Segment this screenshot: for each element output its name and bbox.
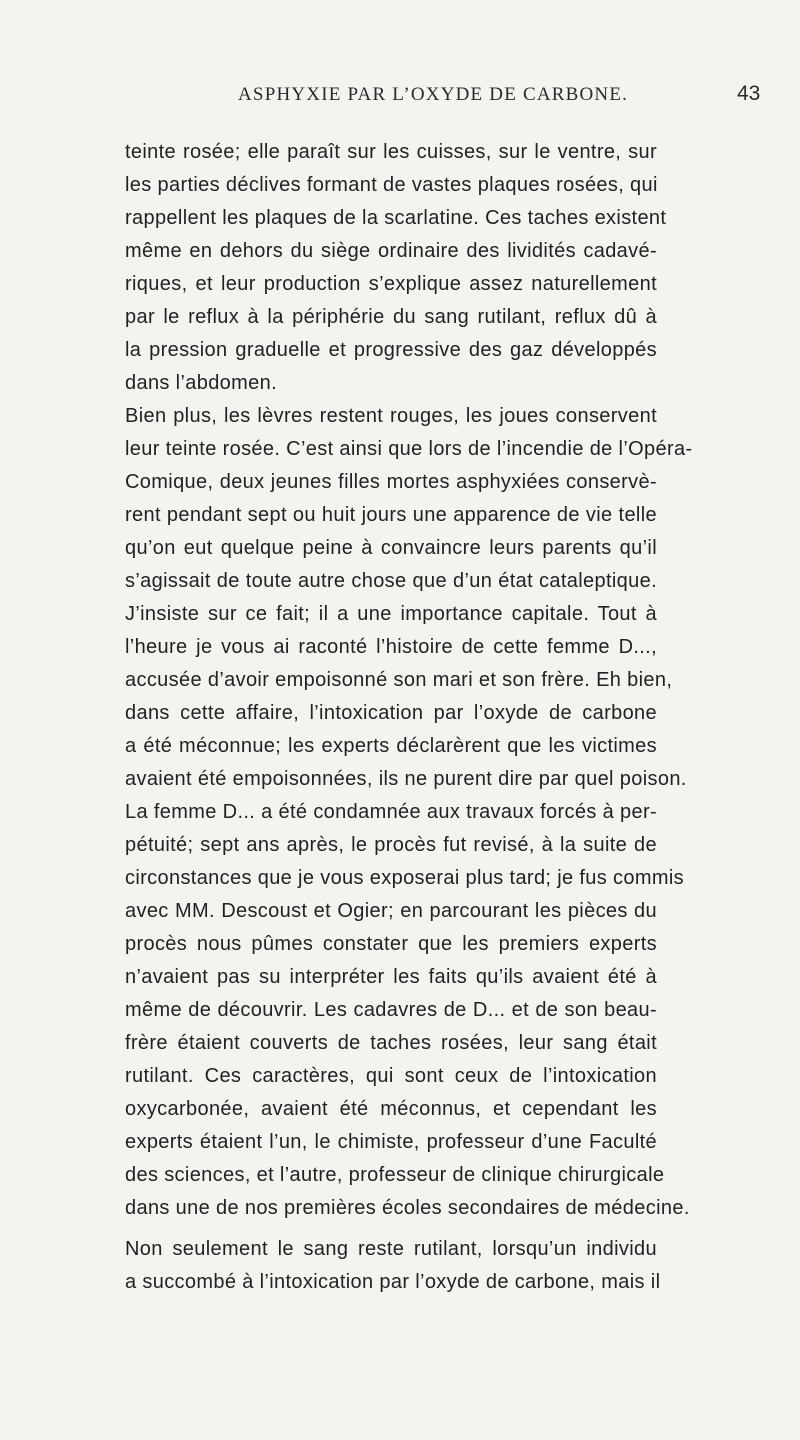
text-line: a été méconnue; les experts déclarèrent que les victimes — [125, 735, 657, 757]
text-line: même de découvrir. Les cadavres de D... et de son beau- — [125, 999, 657, 1021]
text-line: pétuité; sept ans après, le procès fut revisé, à la suite de — [125, 834, 657, 856]
text-line: Comique, deux jeunes filles mortes asphyxiées conservè- — [125, 471, 657, 493]
text-line: qu’on eut quelque peine à convaincre leurs parents qu’il — [125, 537, 657, 559]
text-line: rutilant. Ces caractères, qui sont ceux de l’intoxication — [125, 1065, 657, 1087]
text-line: experts étaient l’un, le chimiste, professeur d’une Faculté — [125, 1131, 657, 1153]
text-line: rent pendant sept ou huit jours une apparence de vie telle — [125, 504, 657, 526]
text-line: La femme D... a été condamnée aux travaux forcés à per- — [125, 801, 657, 823]
text-line: des sciences, et l’autre, professeur de clinique chirurgicale — [125, 1164, 665, 1186]
text-line: avec MM. Descoust et Ogier; en parcourant les pièces du — [125, 900, 657, 922]
text-line: la pression graduelle et progressive des gaz développés — [125, 339, 657, 361]
text-line: Non seulement le sang reste rutilant, lorsqu’un individu — [125, 1238, 657, 1260]
text-line: s’agissait de toute autre chose que d’un état cataleptique. — [125, 570, 657, 592]
text-line: dans l’abdomen. — [125, 372, 278, 394]
running-header: ASPHYXIE PAR L’OXYDE DE CARBONE. — [238, 84, 629, 105]
text-line: l’heure je vous ai raconté l’histoire de cette femme D..., — [125, 636, 657, 658]
paragraph-break — [125, 1225, 657, 1233]
text-line: riques, et leur production s’explique assez naturellement — [125, 273, 657, 295]
text-line: leur teinte rosée. C’est ainsi que lors de l’incendie de l’Opéra- — [125, 438, 693, 460]
text-line: rappellent les plaques de la scarlatine. Ces taches existent — [125, 207, 667, 229]
body-text — [125, 136, 693, 1299]
text-line: frère étaient couverts de taches rosées, leur sang était — [125, 1032, 657, 1054]
text-line: J’insiste sur ce fait; il a une importance capitale. Tout à — [125, 603, 657, 625]
text-line: les parties déclives formant de vastes plaques rosées, qui — [125, 174, 658, 196]
text-line: oxycarbonée, avaient été méconnus, et cependant les — [125, 1098, 657, 1120]
text-line: dans cette affaire, l’intoxication par l’oxyde de carbone — [125, 702, 657, 724]
text-line: a succombé à l’intoxication par l’oxyde de carbone, mais il — [125, 1271, 661, 1293]
text-line: par le reflux à la périphérie du sang rutilant, reflux dû à — [125, 306, 657, 328]
text-line: Bien plus, les lèvres restent rouges, les joues conservent — [125, 405, 657, 427]
text-line: teinte rosée; elle paraît sur les cuisses, sur le ventre, sur — [125, 141, 657, 163]
page-number: 43 — [737, 82, 761, 105]
text-line: dans une de nos premières écoles secondaires de médecine. — [125, 1197, 690, 1219]
text-line: même en dehors du siège ordinaire des lividités cadavé- — [125, 240, 657, 262]
text-line: procès nous pûmes constater que les premiers experts — [125, 933, 657, 955]
text-line: circonstances que je vous exposerai plus tard; je fus commis — [125, 867, 685, 889]
text-line: avaient été empoisonnées, ils ne purent dire par quel poison. — [125, 768, 687, 790]
text-line: n’avaient pas su interpréter les faits qu’ils avaient été à — [125, 966, 657, 988]
text-line: accusée d’avoir empoisonné son mari et son frère. Eh bien, — [125, 669, 673, 691]
